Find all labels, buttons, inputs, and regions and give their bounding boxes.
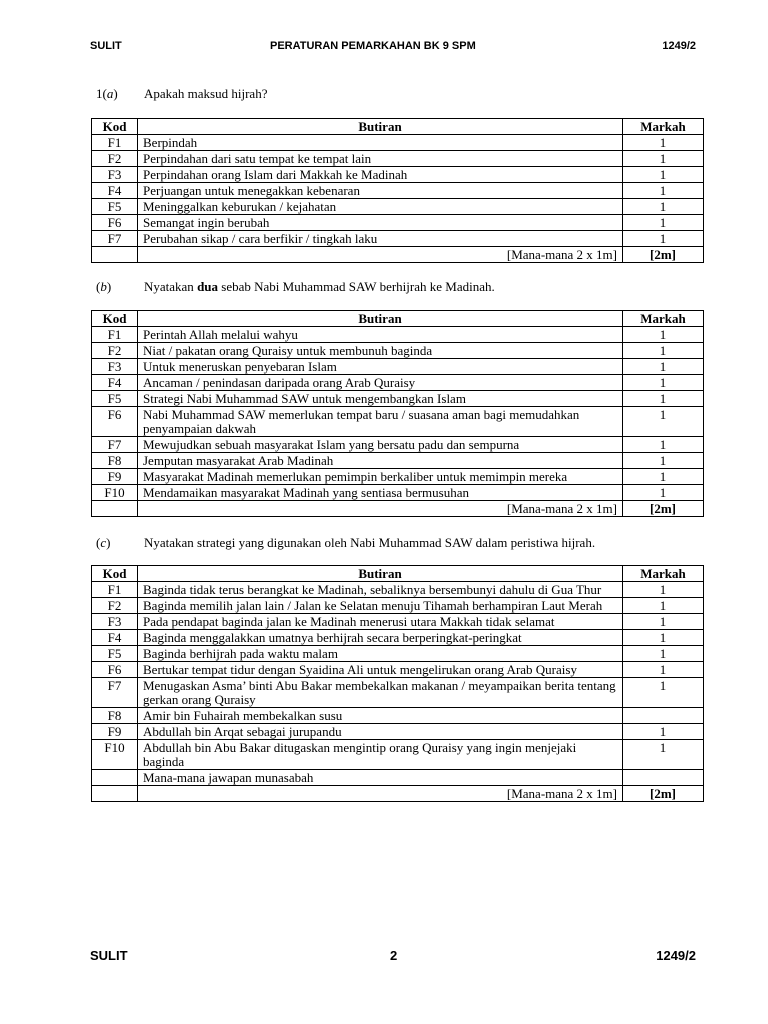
row-kod: F4 [92,183,138,199]
question-text: Nyatakan strategi yang digunakan oleh Nabi Muhammad SAW dalam peristiwa hijrah. [144,535,596,550]
row-kod: F6 [92,407,138,437]
table-row [92,740,704,770]
table-row [92,614,704,630]
question-number: (b) [96,279,112,294]
header-code: 1249/2 [662,40,696,52]
table-row [92,630,704,646]
row-kod: F2 [92,343,138,359]
row-butiran: Untuk meneruskan penyebaran Islam [138,359,623,375]
row-butiran: Mewujudkan sebuah masyarakat Islam yang bersatu padu dan sempurna [138,437,623,453]
row-butiran: Perpindahan dari satu tempat ke tempat lain [138,151,623,167]
row-butiran: Baginda tidak terus berangkat ke Madinah, sebaliknya bersembunyi dahulu di Gua Thur [138,582,623,598]
footer-sulit: SULIT [90,948,128,963]
table-row [92,359,704,375]
table-row [92,469,704,485]
total-row [92,501,704,517]
marking-table-b [91,310,704,517]
table-header-row [92,119,704,135]
row-markah: 1 [623,614,704,630]
row-markah: 1 [623,215,704,231]
row-kod: F1 [92,327,138,343]
row-kod: F5 [92,199,138,215]
row-kod: F4 [92,630,138,646]
total-empty-cell [92,247,138,263]
col-butiran: Butiran [138,119,623,135]
row-butiran: Masyarakat Madinah memerlukan pemimpin berkaliber untuk memimpin mereka [138,469,623,485]
row-kod: F4 [92,375,138,391]
col-kod: Kod [92,119,138,135]
row-kod: F6 [92,662,138,678]
row-markah: 1 [623,407,704,437]
table-row [92,724,704,740]
row-butiran: Berpindah [138,135,623,151]
total-mark: [2m] [623,786,704,802]
table-row [92,327,704,343]
table-row [92,199,704,215]
row-butiran: Baginda menggalakkan umatnya berhijrah secara berperingkat-peringkat [138,630,623,646]
row-kod: F8 [92,708,138,724]
table-row [92,151,704,167]
row-markah: 1 [623,582,704,598]
row-butiran: Mana-mana jawapan munasabah [138,770,623,786]
page-footer [90,948,696,966]
row-markah: 1 [623,231,704,247]
row-markah: 1 [623,343,704,359]
row-markah: 1 [623,740,704,770]
table-row [92,598,704,614]
header-title: PERATURAN PEMARKAHAN BK 9 SPM [270,40,476,52]
row-kod: F7 [92,231,138,247]
row-butiran: Perintah Allah melalui wahyu [138,327,623,343]
row-butiran: Bertukar tempat tidur dengan Syaidina Ali untuk mengelirukan orang Arab Quraisy [138,662,623,678]
row-markah: 1 [623,630,704,646]
row-butiran: Abdullah bin Arqat sebagai jurupandu [138,724,623,740]
table-row [92,391,704,407]
row-markah: 1 [623,151,704,167]
table-row [92,231,704,247]
total-row [92,247,704,263]
table-header-row [92,311,704,327]
table-row [92,215,704,231]
total-empty-cell [92,501,138,517]
row-kod: F1 [92,135,138,151]
col-butiran: Butiran [138,566,623,582]
row-markah: 1 [623,678,704,708]
row-butiran: Perjuangan untuk menegakkan kebenaran [138,183,623,199]
row-markah: 1 [623,327,704,343]
table-row [92,343,704,359]
question-a [96,86,267,102]
row-kod: F2 [92,151,138,167]
question-b [96,279,495,295]
row-butiran: Perubahan sikap / cara berfikir / tingkah laku [138,231,623,247]
col-kod: Kod [92,311,138,327]
col-butiran: Butiran [138,311,623,327]
table-row [92,183,704,199]
row-kod: F5 [92,391,138,407]
table-row [92,375,704,391]
row-kod: F7 [92,678,138,708]
table-row [92,708,704,724]
row-butiran: Semangat ingin berubah [138,215,623,231]
question-text: Nyatakan dua sebab Nabi Muhammad SAW berhijrah ke Madinah. [144,279,495,294]
question-number: (c) [96,535,111,550]
row-kod: F3 [92,167,138,183]
row-kod: F3 [92,614,138,630]
row-butiran: Baginda berhijrah pada waktu malam [138,646,623,662]
row-markah: 1 [623,598,704,614]
footer-code: 1249/2 [656,948,696,963]
row-butiran: Perpindahan orang Islam dari Makkah ke Madinah [138,167,623,183]
row-markah: 1 [623,167,704,183]
row-butiran: Mendamaikan masyarakat Madinah yang sentiasa bermusuhan [138,485,623,501]
table-row [92,646,704,662]
row-kod: F8 [92,453,138,469]
total-mark: [2m] [623,247,704,263]
question-c [96,535,595,551]
row-butiran: Amir bin Fuhairah membekalkan susu [138,708,623,724]
row-butiran: Abdullah bin Abu Bakar ditugaskan mengintip orang Quraisy yang ingin menjejaki baginda [138,740,623,770]
row-kod [92,770,138,786]
table-row [92,453,704,469]
total-mark: [2m] [623,501,704,517]
row-kod: F6 [92,215,138,231]
total-empty-cell [92,786,138,802]
table-row [92,770,704,786]
row-kod: F3 [92,359,138,375]
col-markah: Markah [623,566,704,582]
row-kod: F2 [92,598,138,614]
row-butiran: Strategi Nabi Muhammad SAW untuk mengembangkan Islam [138,391,623,407]
total-note: [Mana-mana 2 x 1m] [138,501,623,517]
row-butiran: Jemputan masyarakat Arab Madinah [138,453,623,469]
row-markah: 1 [623,391,704,407]
row-kod: F1 [92,582,138,598]
col-markah: Markah [623,119,704,135]
row-butiran: Ancaman / penindasan daripada orang Arab Quraisy [138,375,623,391]
table-row [92,437,704,453]
table-row [92,407,704,437]
row-markah: 1 [623,183,704,199]
row-markah: 1 [623,646,704,662]
question-number: 1(a) [96,86,118,101]
table-row [92,485,704,501]
row-kod: F10 [92,740,138,770]
table-row [92,662,704,678]
row-kod: F7 [92,437,138,453]
marking-table-c [91,565,704,802]
row-butiran: Baginda memilih jalan lain / Jalan ke Selatan menuju Tihamah berhampiran Laut Merah [138,598,623,614]
row-markah: 1 [623,359,704,375]
row-markah: 1 [623,199,704,215]
row-markah: 1 [623,485,704,501]
row-markah: 1 [623,375,704,391]
row-butiran: Menugaskan Asma’ binti Abu Bakar membekalkan makanan / meyampaikan berita tentang gerkan orang Quraisy [138,678,623,708]
row-kod: F10 [92,485,138,501]
row-markah [623,708,704,724]
row-markah: 1 [623,135,704,151]
row-butiran: Meninggalkan keburukan / kejahatan [138,199,623,215]
table-header-row [92,566,704,582]
row-markah: 1 [623,724,704,740]
table-row [92,135,704,151]
question-text: Apakah maksud hijrah? [144,86,268,101]
row-butiran: Pada pendapat baginda jalan ke Madinah menerusi utara Makkah tidak selamat [138,614,623,630]
col-markah: Markah [623,311,704,327]
row-markah: 1 [623,453,704,469]
row-kod: F9 [92,724,138,740]
page-number: 2 [390,948,398,963]
row-butiran: Niat / pakatan orang Quraisy untuk membunuh baginda [138,343,623,359]
row-kod: F5 [92,646,138,662]
col-kod: Kod [92,566,138,582]
row-markah [623,770,704,786]
row-butiran: Nabi Muhammad SAW memerlukan tempat baru / suasana aman bagi memudahkan penyampaian dakwah [138,407,623,437]
row-markah: 1 [623,469,704,485]
row-kod: F9 [92,469,138,485]
page-header [90,40,696,56]
row-markah: 1 [623,437,704,453]
table-row [92,582,704,598]
total-row [92,786,704,802]
header-sulit: SULIT [90,40,122,52]
marking-table-a [91,118,704,263]
row-markah: 1 [623,662,704,678]
table-row [92,678,704,708]
total-note: [Mana-mana 2 x 1m] [138,786,623,802]
table-row [92,167,704,183]
total-note: [Mana-mana 2 x 1m] [138,247,623,263]
